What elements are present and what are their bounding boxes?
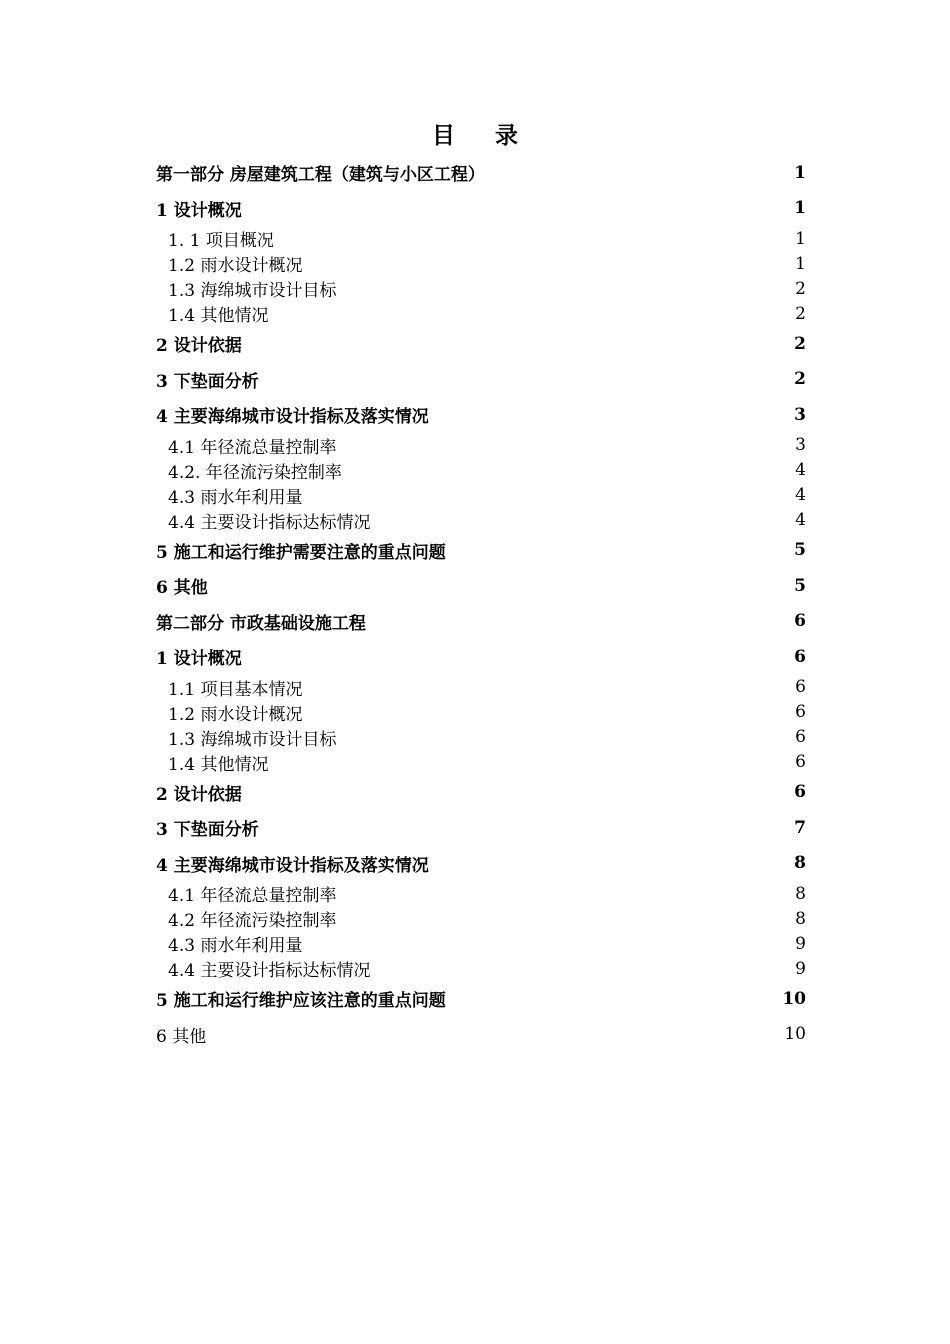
toc-entry[interactable] <box>156 725 806 750</box>
toc-entry-page-number: 1 <box>795 228 806 249</box>
toc-entry[interactable] <box>156 155 806 191</box>
toc-entry-page-number: 3 <box>794 404 806 425</box>
toc-entry-page-number: 3 <box>795 435 806 455</box>
toc-entry-page-number: 1 <box>795 253 806 274</box>
toc-entry[interactable] <box>156 931 806 956</box>
toc-entry-text: 4.4 主要设计指标达标情况 <box>168 512 371 533</box>
toc-entry-page-number: 4 <box>795 485 806 505</box>
toc-entry-text: 4.1 年径流总量控制率 <box>168 437 337 458</box>
toc-entry[interactable] <box>156 750 806 775</box>
toc-entry[interactable] <box>156 906 806 931</box>
toc-entry-text: 4.2. 年径流污染控制率 <box>168 462 342 483</box>
toc-entry-page-number: 4 <box>795 510 806 530</box>
toc-entry[interactable] <box>156 604 806 640</box>
toc-entry-text: 4.1 年径流总量控制率 <box>168 886 337 906</box>
toc-entry-page-number: 8 <box>794 853 806 874</box>
toc-entry[interactable] <box>156 846 806 882</box>
toc-entry-text: 4 主要海绵城市设计指标及落实情况 <box>156 855 429 876</box>
toc-entry-page-number: 6 <box>795 727 806 747</box>
toc-entry-text: 4.3 雨水年利用量 <box>168 936 303 956</box>
toc-entry[interactable] <box>156 881 806 906</box>
toc-entry-text: 4.3 雨水年利用量 <box>168 487 303 508</box>
toc-list <box>156 155 806 1052</box>
toc-entry-text: 1.4 其他情况 <box>168 306 269 326</box>
toc-entry-text: 2 设计依据 <box>156 336 242 357</box>
toc-entry-text: 1. 1 项目概况 <box>168 231 274 251</box>
toc-entry-text: 第二部分 市政基础设施工程 <box>156 613 366 634</box>
toc-entry-page-number: 6 <box>794 611 806 632</box>
toc-entry[interactable] <box>156 251 806 276</box>
toc-entry[interactable] <box>156 639 806 675</box>
toc-entry-page-number: 6 <box>794 782 806 803</box>
toc-entry[interactable] <box>156 981 806 1017</box>
toc-entry[interactable] <box>156 568 806 604</box>
toc-entry[interactable] <box>156 226 806 251</box>
toc-entry-text: 3 下垫面分析 <box>156 820 259 841</box>
toc-entry[interactable] <box>156 301 806 326</box>
toc-entry-page-number: 8 <box>795 908 806 929</box>
toc-entry-text: 5 施工和运行维护需要注意的重点问题 <box>156 542 446 563</box>
toc-entry-page-number: 2 <box>795 278 806 299</box>
toc-entry[interactable] <box>156 397 806 433</box>
toc-entry[interactable] <box>156 700 806 725</box>
toc-entry-page-number: 6 <box>795 752 806 772</box>
toc-entry-page-number: 8 <box>795 883 806 904</box>
toc-entry[interactable] <box>156 483 806 508</box>
toc-entry[interactable] <box>156 191 806 227</box>
toc-entry-text: 1.3 海绵城市设计目标 <box>168 729 337 750</box>
toc-entry-text: 6 其他 <box>156 578 208 599</box>
toc-entry-text: 6 其他 <box>156 1026 207 1047</box>
toc-entry-text: 1.2 雨水设计概况 <box>168 256 303 276</box>
toc-entry-page-number: 2 <box>795 303 806 324</box>
toc-entry-page-number: 6 <box>795 677 806 697</box>
toc-entry-page-number: 1 <box>794 162 806 183</box>
toc-entry-text: 1.4 其他情况 <box>168 754 269 775</box>
toc-entry-page-number: 2 <box>794 333 806 354</box>
toc-entry-text: 4 主要海绵城市设计指标及落实情况 <box>156 407 429 428</box>
toc-entry-text: 1.2 雨水设计概况 <box>168 704 303 725</box>
toc-entry-page-number: 2 <box>794 369 806 390</box>
toc-entry-page-number: 6 <box>795 702 806 722</box>
toc-entry-page-number: 9 <box>795 933 806 954</box>
toc-entry[interactable] <box>156 276 806 301</box>
toc-entry-text: 1 设计概况 <box>156 200 242 221</box>
toc-entry[interactable] <box>156 458 806 483</box>
toc-entry-text: 3 下垫面分析 <box>156 371 259 392</box>
toc-entry-text: 5 施工和运行维护应该注意的重点问题 <box>156 991 446 1012</box>
toc-entry[interactable] <box>156 775 806 811</box>
toc-entry-text: 4.2 年径流污染控制率 <box>168 911 337 931</box>
toc-entry-page-number: 10 <box>784 1024 806 1045</box>
toc-entry[interactable] <box>156 675 806 700</box>
toc-entry-text: 1.3 海绵城市设计目标 <box>168 281 337 301</box>
toc-entry-page-number: 5 <box>794 575 806 596</box>
toc-entry[interactable] <box>156 326 806 362</box>
toc-entry[interactable] <box>156 433 806 458</box>
toc-title: 目 录 <box>431 122 534 149</box>
toc-entry[interactable] <box>156 1017 806 1053</box>
toc-entry[interactable] <box>156 362 806 398</box>
toc-entry-page-number: 5 <box>794 540 806 561</box>
toc-entry[interactable] <box>156 810 806 846</box>
toc-entry-page-number: 1 <box>794 198 806 219</box>
toc-entry-page-number: 7 <box>794 817 806 838</box>
toc-entry-text: 1 设计概况 <box>156 649 242 670</box>
toc-entry[interactable] <box>156 533 806 569</box>
toc-entry-text: 第一部分 房屋建筑工程（建筑与小区工程） <box>156 165 485 186</box>
toc-entry-page-number: 4 <box>795 460 806 480</box>
toc-entry-page-number: 6 <box>794 646 806 667</box>
toc-entry[interactable] <box>156 956 806 981</box>
toc-entry[interactable] <box>156 508 806 533</box>
toc-entry-text: 4.4 主要设计指标达标情况 <box>168 961 371 981</box>
toc-entry-page-number: 9 <box>795 958 806 979</box>
toc-entry-page-number: 10 <box>782 988 806 1009</box>
toc-entry-text: 2 设计依据 <box>156 784 242 805</box>
toc-entry-text: 1.1 项目基本情况 <box>168 679 303 700</box>
